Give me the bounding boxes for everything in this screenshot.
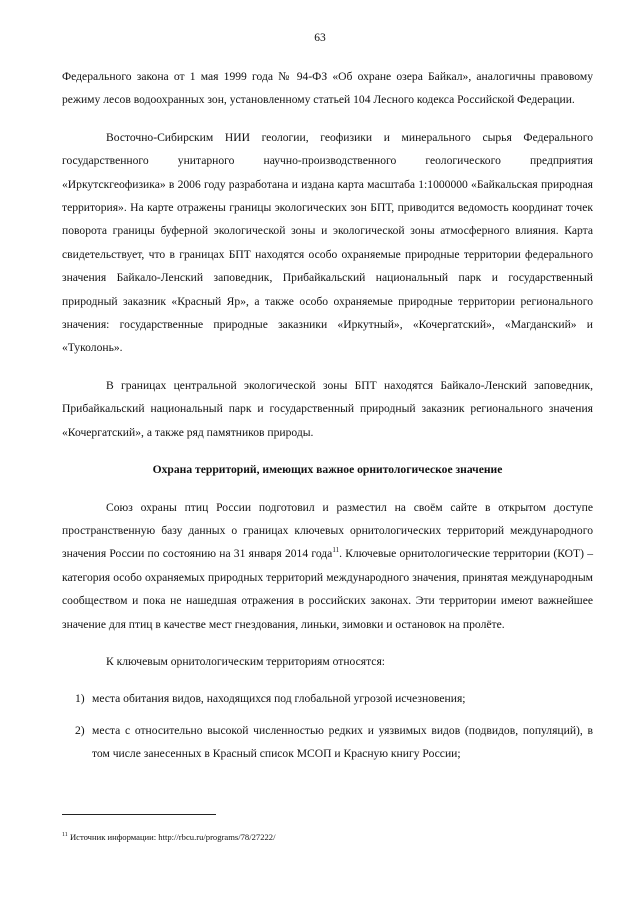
list-item-text: места с относительно высокой численностью редких и уязвимых видов (подвидов, популяций), в том числе занесенных в Красный список МСОП и Красную книгу России; (92, 723, 593, 761)
footnote-separator (62, 814, 216, 815)
paragraph-4-text-start: Союз охраны птиц России подготовил и разместил на своём сайте в открытом доступе пространственную базу данных о границах ключевых орнитологических территорий международного значения России по состоянию на 31 января 2014 года (62, 500, 593, 561)
paragraph-4 (62, 496, 593, 636)
document-body (62, 65, 593, 774)
list-item (62, 687, 593, 710)
paragraph-5: К ключевым орнитологическим территориям относятся: (106, 654, 386, 668)
footnote-text[interactable]: Источник информации: http://rbcu.ru/programs/78/27222/ (69, 831, 276, 842)
page-number: 63 (314, 32, 326, 44)
paragraph-3: В границах центральной экологической зоны БПТ находятся Байкало-Ленский заповедник, Прибайкальский национальный парк и государственный природный заказник регионального значения «Кочергатский», а также ряд памятников природы. (62, 378, 593, 439)
list-item-number: 1) (75, 692, 85, 706)
footnote (62, 829, 593, 843)
paragraph-1: Федерального закона от 1 мая 1999 года № 94-ФЗ «Об охране озера Байкал», аналогичны правовому режиму лесов водоохранных зон, установленному статьей 104 Лесного кодекса Российской Федерации. (62, 70, 593, 107)
paragraph-4-text-end: . Ключевые орнитологические территории (КОТ) – категория особо охраняемых природных территорий международного значения, принятая международным сообществом и пока не нашедшая отражения в российских законах. Эти территории имеют важнейшее значение для птиц в качестве мест гнездования, линьки, зимовки и остановок на пролёте. (62, 547, 593, 631)
criteria-list (62, 687, 593, 765)
list-item-number: 2) (75, 723, 85, 737)
list-item (62, 719, 593, 766)
footnote-reference[interactable]: 11 (332, 546, 340, 555)
list-item-text: места обитания видов, находящихся под глобальной угрозой исчезновения; (92, 692, 466, 706)
footnote-mark: 11 (62, 832, 68, 838)
paragraph-2: Восточно-Сибирским НИИ геологии, геофизики и минерального сырья Федерального государственного унитарного научно-производственного геологического предприятия «Иркутскгеофизика» в 2006 году разработана и издана карта масштаба 1:1000000 «Байкальская природная территория». На карте отражены границы экологических зон БПТ, приводится ведомость координат точек поворота границы буферной экологической зоны и экологической зоны атмосферного влияния. Карта свидетельствует, что в границах БПТ находятся особо охраняемые природные территории федерального значения Байкало-Ленский заповедник, Прибайкальский национальный парк и государственный природный заказник «Красный Яр», а также особо охраняемые природные территории регионального значения: государственные природные заказники «Иркутный», «Кочергатский», «Магданский» и «Туколонь». (62, 130, 593, 355)
section-heading: Охрана территорий, имеющих важное орнитологическое значение (152, 463, 503, 477)
